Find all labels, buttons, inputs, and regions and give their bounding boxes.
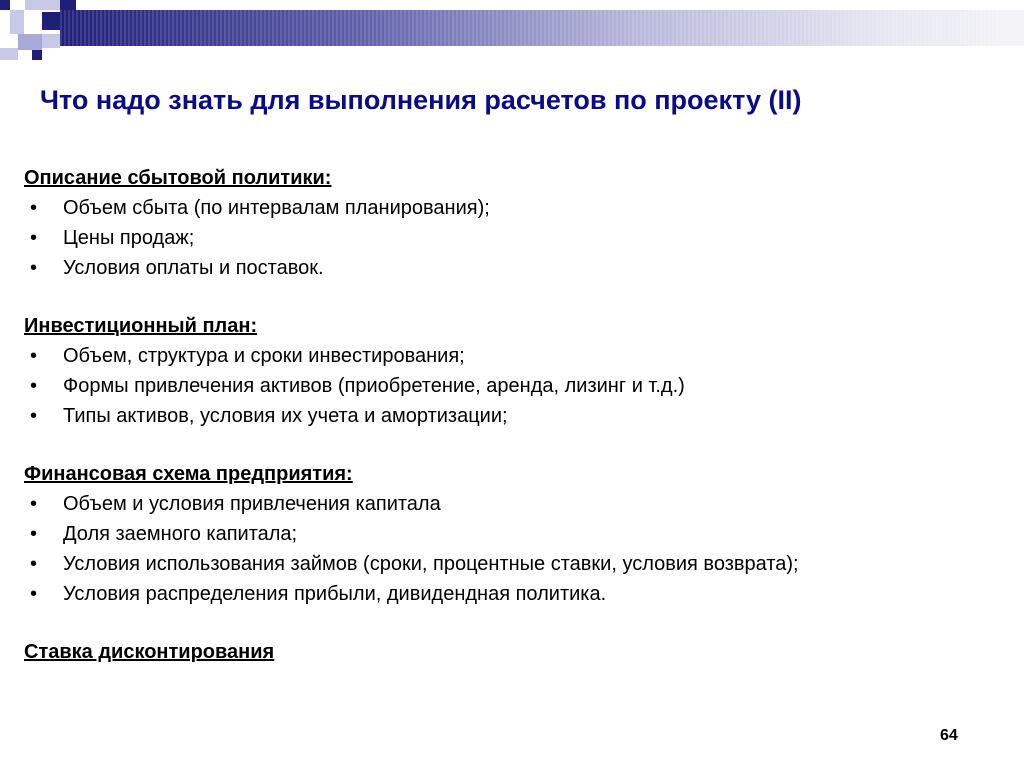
section-financial-scheme bbox=[24, 459, 984, 609]
decor-square-4 bbox=[10, 10, 24, 34]
bullet-icon: • bbox=[30, 553, 38, 575]
section-discount-rate bbox=[24, 637, 984, 667]
decor-square-6 bbox=[18, 34, 42, 50]
section-investment-plan bbox=[24, 311, 984, 431]
decor-square-9 bbox=[32, 50, 42, 60]
section-heading: Инвестиционный план: bbox=[24, 315, 258, 337]
list-item: • Формы привлечения активов (приобретение, аренда, лизинг и т.д.) bbox=[24, 371, 984, 401]
header-gradient-bar bbox=[60, 10, 1024, 46]
decor-square-7 bbox=[42, 34, 60, 48]
list-item: • Цены продаж; bbox=[24, 223, 984, 253]
slide-title: Что надо знать для выполнения расчетов по проекту (II) bbox=[40, 85, 802, 115]
page-number: 64 bbox=[940, 727, 958, 744]
list-item: • Доля заемного капитала; bbox=[24, 519, 984, 549]
bullet-icon: • bbox=[30, 523, 38, 545]
bullet-list bbox=[24, 193, 984, 283]
bullet-icon: • bbox=[30, 375, 38, 397]
list-item: • Условия распределения прибыли, дивидендная политика. bbox=[24, 579, 984, 609]
bullet-icon: • bbox=[30, 257, 38, 279]
section-heading: Описание сбытовой политики: bbox=[24, 167, 332, 189]
decor-square-3 bbox=[60, 0, 76, 10]
bullet-icon: • bbox=[30, 227, 38, 249]
list-item: • Объем, структура и сроки инвестирования; bbox=[24, 341, 984, 371]
decor-square-8 bbox=[0, 48, 18, 60]
bullet-icon: • bbox=[30, 493, 38, 515]
decor-square-2 bbox=[25, 0, 60, 10]
section-heading: Ставка дисконтирования bbox=[24, 641, 275, 663]
section-sales-policy bbox=[24, 163, 984, 283]
bullet-icon: • bbox=[30, 345, 38, 367]
decor-square-1 bbox=[0, 0, 10, 10]
list-item: • Объем и условия привлечения капитала bbox=[24, 489, 984, 519]
slide-content bbox=[24, 163, 984, 695]
bullet-icon: • bbox=[30, 197, 38, 219]
section-heading: Финансовая схема предприятия: bbox=[24, 463, 353, 485]
bullet-icon: • bbox=[30, 405, 38, 427]
bullet-list bbox=[24, 489, 984, 609]
bullet-icon: • bbox=[30, 583, 38, 605]
list-item: • Условия использования займов (сроки, процентные ставки, условия возврата); bbox=[24, 549, 984, 579]
list-item: • Объем сбыта (по интервалам планирования); bbox=[24, 193, 984, 223]
bullet-list bbox=[24, 341, 984, 431]
list-item: • Типы активов, условия их учета и амортизации; bbox=[24, 401, 984, 431]
decor-square-5 bbox=[42, 12, 60, 30]
list-item: • Условия оплаты и поставок. bbox=[24, 253, 984, 283]
